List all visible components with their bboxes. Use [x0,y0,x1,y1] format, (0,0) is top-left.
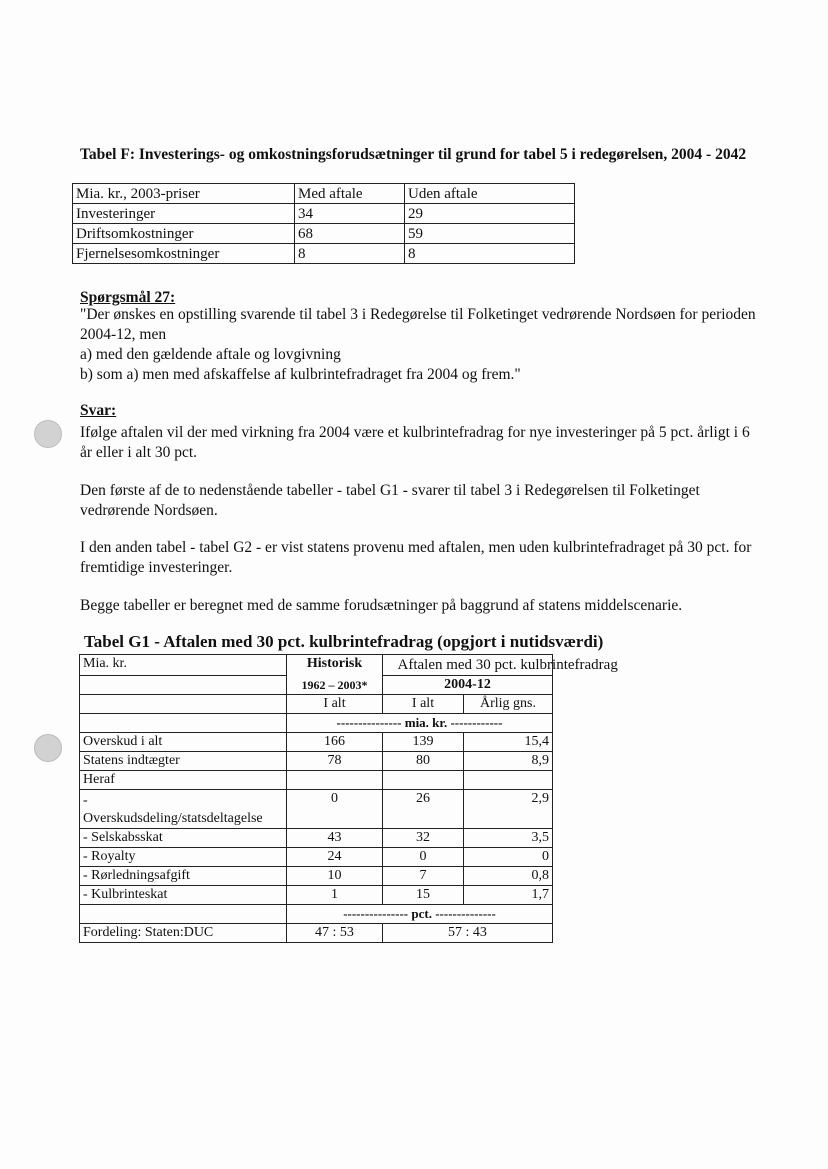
table-header-cell [383,655,618,676]
table-cell [80,695,287,714]
hole-punch-mark [34,734,62,762]
table-cell: 0 [383,848,464,867]
table-cell: 166 [287,733,383,752]
answer-paragraph: Ifølge aftalen vil der med virkning fra 2004 være et kulbrintefradrag for nye investeringer på 5 pct. årligt i 6 år eller i alt 30 pct. [80,424,750,461]
table-cell: 80 [383,752,464,771]
tabel-f-title: Tabel F: Investerings- og omkostningsforudsætninger til grund for tabel 5 i redegørelsen, 2004 - 2042 [80,146,747,163]
table-cell: - Selskabsskat [80,829,287,848]
table-row [73,224,575,244]
table-header-cell: Mia. kr., 2003-priser [73,184,295,204]
table-cell: 2,9 [464,790,553,829]
table-cell [80,676,287,695]
table-row [73,204,575,224]
table-cell: - Royalty [80,848,287,867]
hole-punch-mark [34,420,62,448]
table-cell: Driftsomkostninger [73,224,295,244]
table-row [80,714,553,733]
table-header-cell: Med aftale [295,184,405,204]
table-cell: 26 [383,790,464,829]
table-row [80,655,553,676]
table-row [80,676,553,695]
table-header-cell: I alt [287,695,383,714]
table-cell: 34 [295,204,405,224]
table-cell [383,771,464,790]
table-cell: 24 [287,848,383,867]
table-cell: - Kulbrinteskat [80,886,287,905]
table-row [80,790,553,829]
table-row [80,829,553,848]
table-cell: - Overskudsdeling/statsdeltagelse [80,790,287,829]
table-cell: 0 [287,790,383,829]
table-cell: 1,7 [464,886,553,905]
table-row [80,752,553,771]
table-cell: 0 [464,848,553,867]
answer-paragraph: Den første af de to nedenstående tabeller - tabel G1 - svarer til tabel 3 i Redegørelsen til Folketinget vedrørende Nordsøen. [80,482,700,519]
table-cell: 43 [287,829,383,848]
table-row [73,184,575,204]
table-header-cell: Historisk [287,655,383,676]
unit-row: --------------- mia. kr. ------------ [287,714,553,733]
tabel-g1 [79,654,618,943]
question-heading: Spørgsmål 27: [80,289,176,306]
question-line: a) med den gældende aftale og lovgivning [80,346,341,363]
question-line: "Der ønskes en opstilling svarende til tabel 3 i Redegørelse til Folketinget vedrørende Nordsøen for perioden 2004-12, men [80,306,756,343]
table-cell: Heraf [80,771,287,790]
table-cell: 8 [295,244,405,264]
table-cell: Investeringer [73,204,295,224]
table-header-cell: Uden aftale [405,184,575,204]
table-cell: 139 [383,733,464,752]
table-cell: 68 [295,224,405,244]
table-cell: 15 [383,886,464,905]
table-cell: 47 : 53 [287,924,383,943]
table-cell [464,771,553,790]
table-cell: 57 : 43 [383,924,553,943]
table-cell [80,905,287,924]
table-row [80,924,553,943]
table-cell: - Rørledningsafgift [80,867,287,886]
tabel-f [72,183,575,264]
table-cell: Fjernelsesomkostninger [73,244,295,264]
agreement-header: Aftalen med 30 pct. kulbrintefradrag [397,657,618,673]
table-cell: 3,5 [464,829,553,848]
table-row [80,848,553,867]
table-cell: 15,4 [464,733,553,752]
table-cell: Fordeling: Staten:DUC [80,924,287,943]
answer-heading: Svar: [80,402,117,419]
answer-paragraph: I den anden tabel - tabel G2 - er vist statens provenu med aftalen, men uden kulbrintefradraget på 30 pct. for fremtidige investeringer. [80,539,752,576]
table-header-cell: 2004-12 [383,676,553,695]
table-cell: Mia. kr. [80,655,287,676]
table-cell: 8 [405,244,575,264]
table-cell: 32 [383,829,464,848]
table-header-cell: Årlig gns. [464,695,553,714]
table-row [80,905,553,924]
table-row [80,695,553,714]
table-cell: 7 [383,867,464,886]
table-cell: 59 [405,224,575,244]
table-row [80,886,553,905]
table-cell: 78 [287,752,383,771]
answer-paragraph: Begge tabeller er beregnet med de samme forudsætninger på baggrund af statens middelscenarie. [80,597,683,614]
table-cell: 10 [287,867,383,886]
table-cell: 8,9 [464,752,553,771]
table-cell: Overskud i alt [80,733,287,752]
table-header-cell: I alt [383,695,464,714]
question-line: b) som a) men med afskaffelse af kulbrintefradraget fra 2004 og frem." [80,366,521,383]
table-row [80,867,553,886]
table-row [73,244,575,264]
table-cell [287,771,383,790]
table-cell: 0,8 [464,867,553,886]
question-text [80,305,760,385]
table-cell: Statens indtægter [80,752,287,771]
table-row [80,771,553,790]
table-cell [80,714,287,733]
table-header-cell: 1962 – 2003* [287,676,383,695]
table-row [80,733,553,752]
table-cell: 29 [405,204,575,224]
table-cell: 1 [287,886,383,905]
tabel-g1-title: Tabel G1 - Aftalen med 30 pct. kulbrintefradrag (opgjort i nutidsværdi) [84,632,604,651]
unit-row: --------------- pct. -------------- [287,905,553,924]
